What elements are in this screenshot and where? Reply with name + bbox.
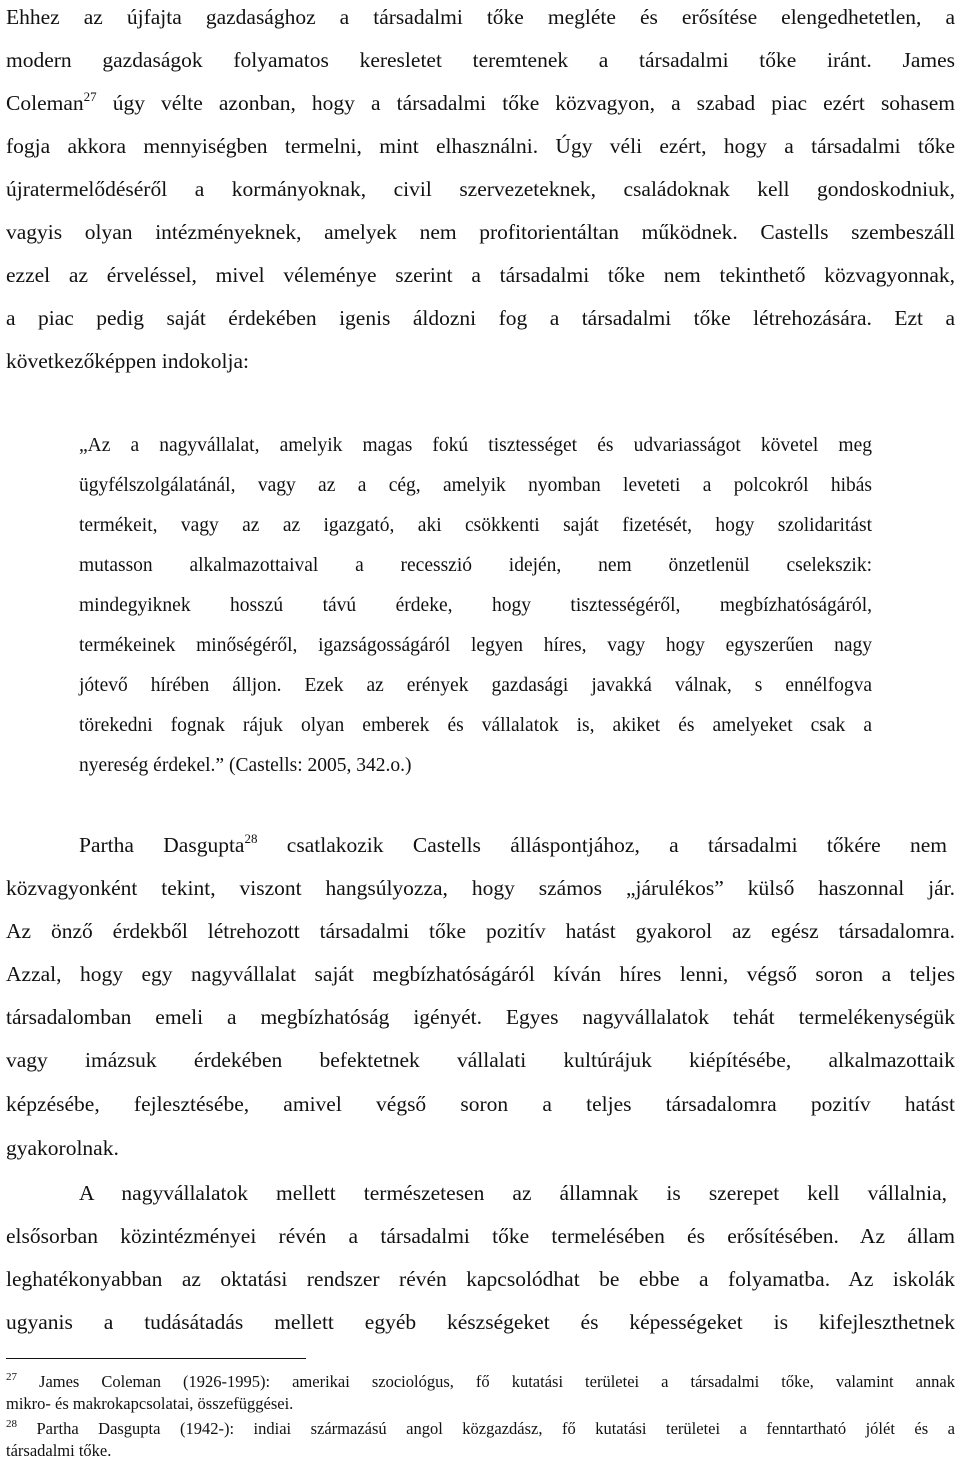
footnote-27: $^{27}$ James Coleman (1926-1995): amerikai szociológus, fő kutatási területei a társadalmi tőke, valamint annak [6, 1371, 955, 1391]
body-line: elsősorban közintézményei révén a társadalmi tőke termelésében és erősítésében. Az állam [6, 1224, 955, 1248]
body-line: Ehhez az újfajta gazdasághoz a társadalmi tőke megléte és erősítése elengedhetetlen, a [6, 5, 955, 29]
body-line: Azzal, hogy egy nagyvállalat saját megbízhatóságáról kíván híres lenni, végső soron a teljes [6, 962, 955, 986]
body-line: ezzel az érveléssel, mivel véleménye szerint a társadalmi tőke nem tekinthető közvagyonnak, [6, 263, 955, 287]
body-line: A nagyvállalatok mellett természetesen az államnak is szerepet kell vállalnia, [79, 1181, 947, 1205]
body-line: Partha Dasgupta$^{28}$ csatlakozik Castells álláspontjához, a társadalmi tőkére nem [79, 831, 947, 857]
body-line: vagyis olyan intézményeknek, amelyek nem profitorientáltan működnek. Castells szembeszáll [6, 220, 955, 244]
body-line: képzésébe, fejlesztésébe, amivel végső soron a teljes társadalomra pozitív hatást [6, 1092, 955, 1116]
quote-line: „Az a nagyvállalat, amelyik magas fokú tisztességet és udvariasságot követel meg [79, 435, 872, 456]
body-line: gyakorolnak. [6, 1136, 119, 1160]
footnote-separator [6, 1358, 306, 1359]
footnote-ref-28[interactable]: 28 [244, 831, 258, 846]
quote-line: nyereség érdekel.” (Castells: 2005, 342.o.) [79, 755, 412, 776]
body-line: közvagyonként tekint, viszont hangsúlyozza, hogy számos „járulékos” külső haszonnal jár. [6, 876, 955, 900]
body-line: fogja akkora mennyiségben termelni, mint elhasználni. Úgy véli ezért, hogy a társadalmi tőke [6, 134, 955, 158]
footnote-ref-27[interactable]: 27 [83, 89, 97, 104]
body-line: társadalomban emeli a megbízhatóság igényét. Egyes nagyvállalatok tehát termelékenységük [6, 1005, 955, 1029]
footnote-28-cont: társadalmi tőke. [6, 1441, 112, 1460]
body-line: modern gazdaságok folyamatos keresletet teremtenek a társadalmi tőke iránt. James [6, 48, 955, 72]
body-line: vagy imázsuk érdekében befektetnek vállalati kultúrájuk kiépítésébe, alkalmazottaik [6, 1048, 955, 1072]
body-line: következőképpen indokolja: [6, 349, 249, 373]
quote-line: mindegyiknek hosszú távú érdeke, hogy tisztességéről, megbízhatóságáról, [79, 595, 872, 616]
quote-line: termékeit, vagy az az igazgató, aki csökkenti saját fizetését, hogy szolidaritást [79, 515, 872, 536]
body-line: ugyanis a tudásátadás mellett egyéb készségeket és képességeket is kifejleszthetnek [6, 1310, 955, 1334]
body-line: újratermelődéséről a kormányoknak, civil szervezeteknek, családoknak kell gondoskodniuk, [6, 177, 955, 201]
body-line: Coleman$^{27}$ úgy vélte azonban, hogy a társadalmi tőke közvagyon, a szabad piac ezért sohasem [6, 89, 955, 115]
footnote-28: $^{28}$ Partha Dasgupta (1942-): indiai származású angol közgazdász, fő kutatási területei a fenntartható jólét és a [6, 1418, 955, 1438]
quote-line: mutasson alkalmazottaival a recesszió idején, nem önzetlenül cselekszik: [79, 555, 872, 576]
body-line: leghatékonyabban az oktatási rendszer révén kapcsolódhat be ebbe a folyamatba. Az iskolák [6, 1267, 955, 1291]
quote-line: ügyfélszolgálatánál, vagy az a cég, amelyik nyomban leveteti a polcokról hibás [79, 475, 872, 496]
footnote-27-cont: mikro- és makrokapcsolatai, összefüggései. [6, 1394, 294, 1413]
body-line: Az önző érdekből létrehozott társadalmi tőke pozitív hatást gyakorol az egész társadalomra. [6, 919, 955, 943]
quote-line: jótevő hírében álljon. Ezek az erények gazdasági javakká válnak, s ennélfogva [79, 675, 872, 696]
quote-line: törekedni fognak rájuk olyan emberek és vállalatok is, akiket és amelyeket csak a [79, 715, 872, 736]
quote-line: termékeinek minőségéről, igazságosságáról legyen híres, vagy hogy egyszerűen nagy [79, 635, 872, 656]
body-line: a piac pedig saját érdekében igenis áldozni fog a társadalmi tőke létrehozására. Ezt a [6, 306, 955, 330]
